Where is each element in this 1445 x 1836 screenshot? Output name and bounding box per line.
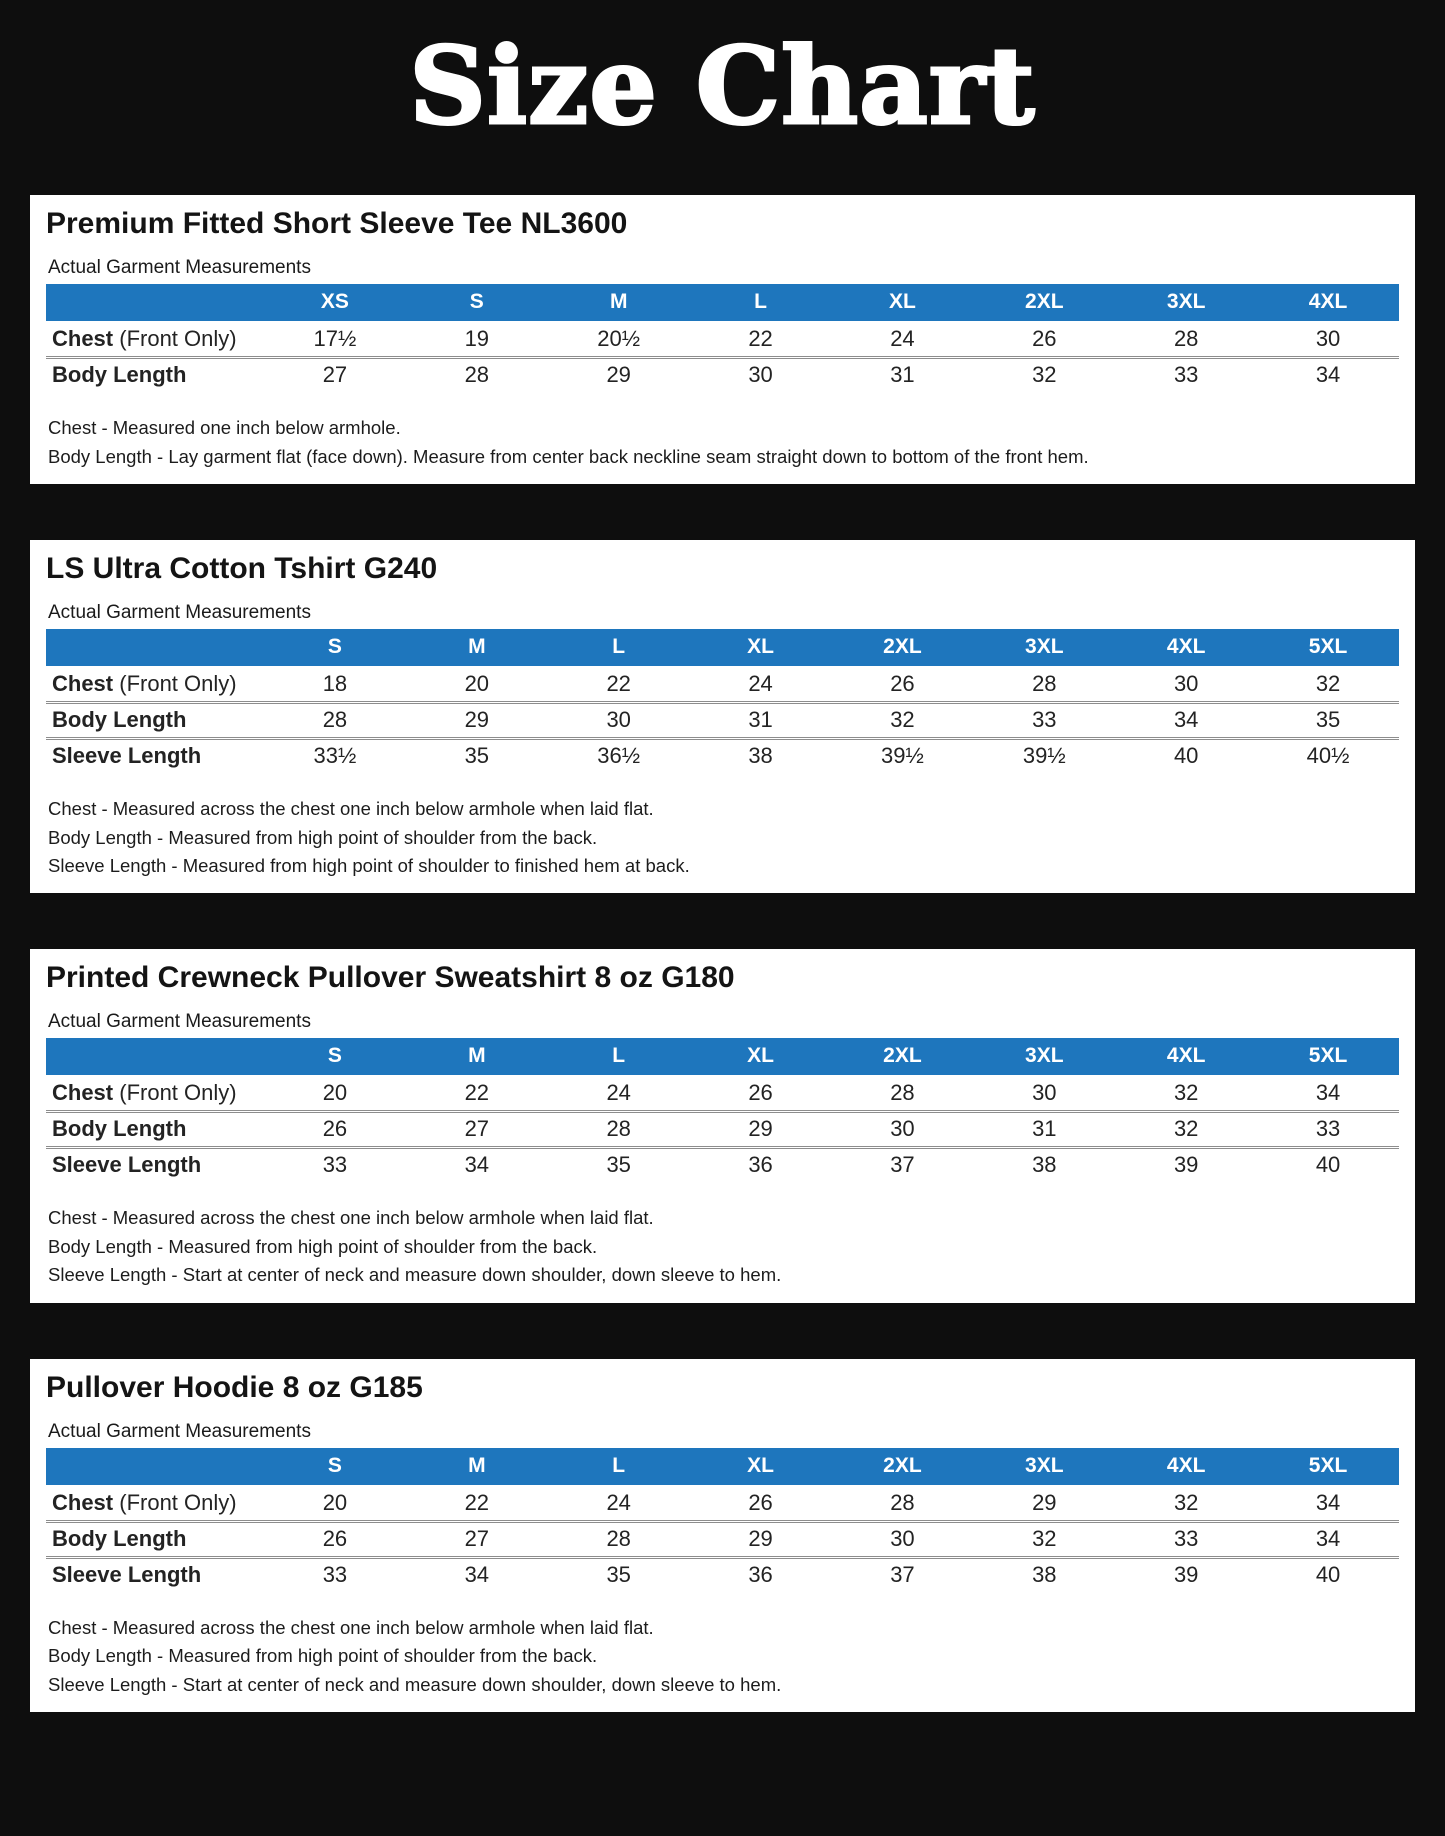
footnote: Body Length - Measured from high point of shoulder from the back. [48, 1235, 598, 1257]
size-header-cell: M [548, 284, 690, 322]
value-cell: 20 [464, 671, 490, 697]
value-cell: 38 [748, 743, 773, 769]
value-cell: 32 [890, 707, 915, 733]
size-header-cell: XL [690, 1038, 832, 1076]
size-header-cell: XL [690, 1448, 832, 1486]
value-cell: 28 [606, 1525, 631, 1551]
value-cell: 17½ [313, 326, 357, 352]
size-header-cell: 3XL [973, 629, 1115, 667]
value-cell: 35 [606, 1152, 631, 1178]
size-table [46, 284, 1399, 392]
value-cell: 24 [606, 1489, 631, 1515]
value-cell: 36 [748, 1561, 773, 1587]
value-cell: 29 [748, 1116, 773, 1142]
measurements-label: Actual Garment Measurements [48, 1011, 311, 1033]
table-row [46, 703, 1399, 739]
row-label-cell [46, 1148, 264, 1183]
size-header-row [46, 1448, 1399, 1486]
table-row [46, 1521, 1399, 1557]
value-cell: 40 [1315, 1561, 1341, 1587]
table-row [46, 1557, 1399, 1592]
size-header-cell: 4XL [1257, 284, 1399, 322]
value-cell: 20 [322, 1080, 348, 1106]
row-label-strong: Body Length [52, 707, 187, 733]
value-cell: 33 [322, 1152, 348, 1178]
size-header-cell: M [406, 1038, 548, 1076]
row-label-strong: Chest [52, 1080, 114, 1106]
value-cell: 30 [1032, 1080, 1057, 1106]
row-label-strong: Chest [52, 1489, 114, 1515]
footnotes [48, 1618, 1399, 1694]
size-header-cell: 2XL [832, 1038, 974, 1076]
value-cell: 34 [1315, 1080, 1341, 1106]
value-cell: 37 [890, 1561, 915, 1587]
table-row [46, 739, 1399, 774]
size-header-cell: 5XL [1257, 629, 1399, 667]
value-cell: 30 [1315, 326, 1341, 352]
size-header-cell: 5XL [1257, 1038, 1399, 1076]
value-cell: 26 [748, 1080, 773, 1106]
table-row [46, 667, 1399, 703]
value-cell: 22 [748, 326, 773, 352]
value-cell: 38 [1032, 1561, 1057, 1587]
size-header-cell: S [264, 629, 406, 667]
value-cell: 26 [1032, 326, 1057, 352]
value-cell: 18 [322, 671, 348, 697]
footnote: Body Length - Measured from high point of shoulder from the back. [48, 826, 598, 848]
measurements-label: Actual Garment Measurements [48, 1420, 311, 1442]
value-cell: 30 [748, 362, 773, 388]
table-row [46, 1486, 1399, 1522]
size-chart-panel [30, 949, 1415, 1302]
value-cell: 24 [890, 326, 915, 352]
row-label-cell [46, 1076, 264, 1112]
size-header-cell: S [264, 1038, 406, 1076]
size-header-cell: 3XL [973, 1448, 1115, 1486]
value-cell: 29 [606, 362, 631, 388]
value-cell: 38 [1032, 1152, 1057, 1178]
value-cell: 32 [1173, 1116, 1199, 1142]
footnote: Sleeve Length - Measured from high point of shoulder to finished hem at back. [48, 854, 690, 876]
value-cell: 33 [322, 1561, 348, 1587]
value-cell: 34 [464, 1152, 490, 1178]
value-cell: 22 [464, 1080, 490, 1106]
product-title: Printed Crewneck Pullover Sweatshirt 8 oz G180 [46, 961, 735, 995]
value-cell: 29 [464, 707, 490, 733]
value-cell: 19 [464, 326, 490, 352]
value-cell: 20 [322, 1489, 348, 1515]
size-header-cell: 4XL [1115, 1448, 1257, 1486]
value-cell: 36½ [597, 743, 641, 769]
value-cell: 34 [1315, 1489, 1341, 1515]
row-label-rest: (Front Only) [113, 671, 237, 697]
value-cell: 26 [322, 1525, 348, 1551]
value-cell: 34 [1315, 1525, 1341, 1551]
size-header-cell: 2XL [832, 629, 974, 667]
size-header-cell: 3XL [1115, 284, 1257, 322]
value-cell: 29 [748, 1525, 773, 1551]
size-table [46, 629, 1399, 773]
size-header-cell: 2XL [832, 1448, 974, 1486]
row-label-cell [46, 739, 264, 774]
value-cell: 27 [322, 362, 348, 388]
value-cell: 33 [1032, 707, 1057, 733]
row-label-cell [46, 358, 264, 393]
value-cell: 34 [1173, 707, 1199, 733]
size-header-cell: XL [832, 284, 974, 322]
row-label-cell [46, 667, 264, 703]
value-cell: 28 [1173, 326, 1199, 352]
size-header-cell: 4XL [1115, 629, 1257, 667]
table-row [46, 358, 1399, 393]
row-label-strong: Body Length [52, 1116, 187, 1142]
size-table [46, 1038, 1399, 1182]
value-cell: 24 [748, 671, 773, 697]
value-cell: 36 [748, 1152, 773, 1178]
value-cell: 30 [890, 1525, 915, 1551]
value-cell: 22 [464, 1489, 490, 1515]
value-cell: 28 [890, 1489, 915, 1515]
size-header-cell: L [548, 1038, 690, 1076]
value-cell: 34 [1315, 362, 1341, 388]
row-label-strong: Body Length [52, 362, 187, 388]
row-label-cell [46, 1521, 264, 1557]
value-cell: 26 [890, 671, 915, 697]
size-chart-page [0, 23, 1445, 1712]
page-title: Size Chart [409, 23, 1036, 148]
product-title: LS Ultra Cotton Tshirt G240 [46, 552, 438, 586]
value-cell: 35 [464, 743, 490, 769]
row-label-rest: (Front Only) [113, 1489, 237, 1515]
value-cell: 27 [464, 1116, 490, 1142]
product-title: Premium Fitted Short Sleeve Tee NL3600 [46, 207, 628, 241]
footnote: Sleeve Length - Start at center of neck and measure down shoulder, down sleeve to hem. [48, 1673, 782, 1695]
value-cell: 31 [1032, 1116, 1057, 1142]
size-header-cell: L [548, 1448, 690, 1486]
value-cell: 28 [322, 707, 348, 733]
size-header-blank-cell [46, 1448, 264, 1486]
panels-container [0, 195, 1445, 1712]
size-chart-panel [30, 540, 1415, 893]
size-header-cell: XL [690, 629, 832, 667]
value-cell: 30 [890, 1116, 915, 1142]
value-cell: 39½ [1022, 743, 1066, 769]
row-label-strong: Chest [52, 326, 114, 352]
measurements-label: Actual Garment Measurements [48, 602, 311, 624]
value-cell: 40 [1315, 1152, 1341, 1178]
value-cell: 33 [1173, 1525, 1199, 1551]
value-cell: 37 [890, 1152, 915, 1178]
size-header-cell: XS [264, 284, 406, 322]
value-cell: 32 [1315, 671, 1341, 697]
value-cell: 24 [606, 1080, 631, 1106]
value-cell: 32 [1032, 362, 1057, 388]
size-header-cell: S [264, 1448, 406, 1486]
value-cell: 40½ [1306, 743, 1350, 769]
row-label-cell [46, 703, 264, 739]
footnotes [48, 799, 1399, 875]
row-label-cell [46, 322, 264, 358]
value-cell: 39½ [881, 743, 924, 769]
value-cell: 30 [1173, 671, 1199, 697]
value-cell: 40 [1173, 743, 1199, 769]
value-cell: 35 [1315, 707, 1341, 733]
value-cell: 26 [748, 1489, 773, 1515]
footnote: Chest - Measured across the chest one inch below armhole when laid flat. [48, 798, 654, 820]
value-cell: 30 [606, 707, 631, 733]
value-cell: 28 [1032, 671, 1057, 697]
value-cell: 27 [464, 1525, 490, 1551]
value-cell: 31 [890, 362, 915, 388]
size-header-row [46, 629, 1399, 667]
size-header-cell: M [406, 1448, 548, 1486]
product-title: Pullover Hoodie 8 oz G185 [46, 1370, 423, 1404]
measurements-label: Actual Garment Measurements [48, 257, 311, 279]
value-cell: 20½ [597, 326, 641, 352]
size-header-row [46, 284, 1399, 322]
value-cell: 26 [322, 1116, 348, 1142]
row-label-strong: Sleeve Length [52, 1152, 202, 1178]
value-cell: 28 [464, 362, 490, 388]
table-row [46, 1112, 1399, 1148]
size-header-cell: 2XL [973, 284, 1115, 322]
value-cell: 28 [890, 1080, 915, 1106]
table-row [46, 322, 1399, 358]
size-header-cell: 5XL [1257, 1448, 1399, 1486]
footnote: Body Length - Measured from high point of shoulder from the back. [48, 1645, 598, 1667]
value-cell: 33 [1315, 1116, 1341, 1142]
size-header-cell: 4XL [1115, 1038, 1257, 1076]
value-cell: 22 [606, 671, 631, 697]
size-header-blank-cell [46, 284, 264, 322]
footnotes [48, 418, 1399, 466]
value-cell: 39 [1173, 1152, 1199, 1178]
size-header-blank-cell [46, 1038, 264, 1076]
row-label-strong: Chest [52, 671, 114, 697]
row-label-strong: Body Length [52, 1525, 187, 1551]
footnote: Chest - Measured across the chest one inch below armhole when laid flat. [48, 1616, 654, 1638]
size-header-cell: L [690, 284, 832, 322]
row-label-cell [46, 1486, 264, 1522]
size-header-blank-cell [46, 629, 264, 667]
footnote: Chest - Measured one inch below armhole. [48, 417, 401, 439]
value-cell: 33 [1173, 362, 1199, 388]
value-cell: 32 [1173, 1489, 1199, 1515]
value-cell: 34 [464, 1561, 490, 1587]
value-cell: 39 [1173, 1561, 1199, 1587]
footnote: Body Length - Lay garment flat (face down). Measure from center back neckline seam straight down to bottom of the front hem. [48, 445, 1089, 467]
value-cell: 28 [606, 1116, 631, 1142]
footnote: Chest - Measured across the chest one inch below armhole when laid flat. [48, 1207, 654, 1229]
size-chart-panel [30, 1359, 1415, 1712]
row-label-cell [46, 1557, 264, 1592]
value-cell: 33½ [313, 743, 357, 769]
size-chart-panel [30, 195, 1415, 484]
footnote: Sleeve Length - Start at center of neck and measure down shoulder, down sleeve to hem. [48, 1264, 782, 1286]
row-label-rest: (Front Only) [113, 326, 237, 352]
size-header-cell: M [406, 629, 548, 667]
table-row [46, 1148, 1399, 1183]
row-label-rest: (Front Only) [113, 1080, 237, 1106]
value-cell: 29 [1032, 1489, 1057, 1515]
table-row [46, 1076, 1399, 1112]
size-header-cell: S [406, 284, 548, 322]
value-cell: 35 [606, 1561, 631, 1587]
size-header-cell: 3XL [973, 1038, 1115, 1076]
row-label-cell [46, 1112, 264, 1148]
size-table [46, 1448, 1399, 1592]
row-label-strong: Sleeve Length [52, 743, 202, 769]
size-header-row [46, 1038, 1399, 1076]
value-cell: 32 [1173, 1080, 1199, 1106]
value-cell: 31 [748, 707, 773, 733]
value-cell: 32 [1032, 1525, 1057, 1551]
size-header-cell: L [548, 629, 690, 667]
row-label-strong: Sleeve Length [52, 1561, 202, 1587]
footnotes [48, 1208, 1399, 1284]
